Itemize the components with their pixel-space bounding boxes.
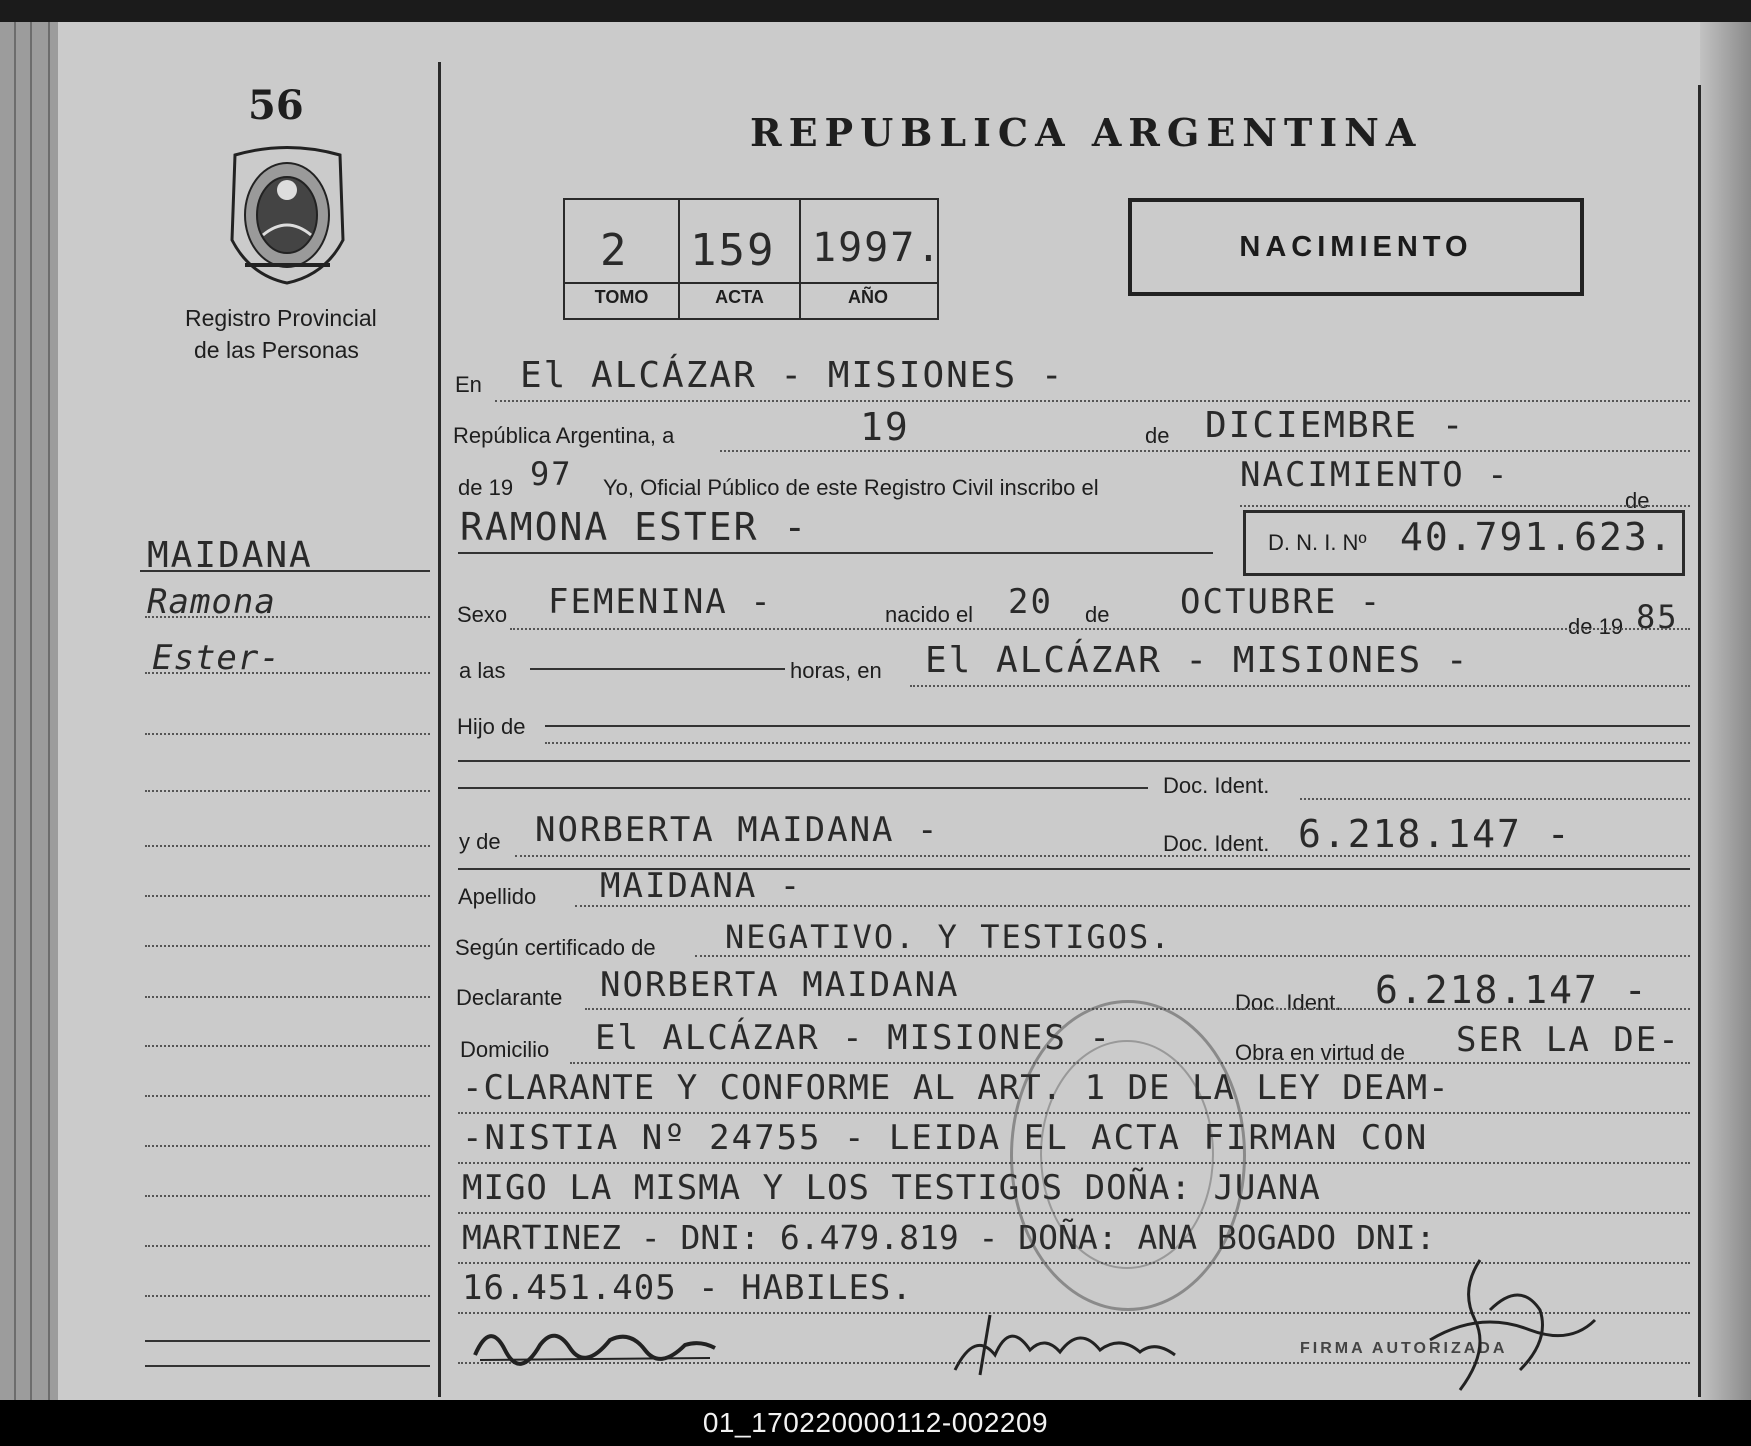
field-rule [515, 855, 1690, 857]
note-line-3: MIGO LA MISMA Y LOS TESTIGOS DOÑA: JUANA [462, 1168, 1321, 1208]
margin-underline [140, 570, 430, 572]
book-number: 56 [248, 82, 304, 129]
margin-rule [145, 672, 430, 674]
republica-label: República Argentina, a [453, 423, 675, 448]
firma-label: FIRMA AUTORIZADA [1300, 1340, 1508, 1357]
dni-value: 40.791.623. [1400, 515, 1674, 559]
birth-year-suffix: 85 [1636, 598, 1679, 636]
margin-rule [145, 1340, 430, 1342]
margin-rule [145, 996, 430, 998]
field-rule [530, 668, 785, 670]
acta-value: 159 [690, 225, 776, 276]
margin-rule [145, 1295, 430, 1297]
nacido-label: nacido el [885, 602, 974, 627]
birth-day: 20 [1008, 582, 1053, 622]
field-rule [495, 400, 1690, 402]
segun-label: Según certificado de [455, 935, 656, 960]
birth-place: El ALCÁZAR - MISIONES - [925, 640, 1470, 681]
mother-doc-label: Doc. Ident. [1163, 831, 1270, 856]
de-label-2: de [1625, 488, 1650, 513]
domicilio-label: Domicilio [460, 1037, 550, 1062]
country-title: REPUBLICA ARGENTINA [750, 110, 1423, 155]
margin-rule [145, 895, 430, 897]
margin-rule [145, 790, 430, 792]
inscribo-value: NACIMIENTO - [1240, 455, 1510, 495]
declarante-label: Declarante [456, 985, 563, 1010]
mother-name: NORBERTA MAIDANA - [535, 810, 940, 850]
margin-rule [145, 845, 430, 847]
book-spine-edge [0, 22, 58, 1400]
child-name: RAMONA ESTER - [460, 505, 809, 549]
field-rule [545, 725, 1690, 727]
yo-text: Yo, Oficial Público de este Registro Civil inscribo el [603, 475, 1099, 500]
declarante-doc: 6.218.147 - [1375, 968, 1649, 1012]
year-prefix: de 19 [458, 475, 514, 500]
margin-rule [145, 1145, 430, 1147]
field-rule [458, 760, 1690, 762]
right-border [1698, 85, 1701, 1397]
mother-doc: 6.218.147 - [1298, 812, 1572, 856]
margin-rule [145, 733, 430, 735]
apellido-value: MAIDANA - [600, 866, 803, 906]
a-las-label: a las [459, 658, 506, 683]
ano-value: 1997. [812, 225, 943, 271]
obra-label: Obra en virtud de [1235, 1040, 1405, 1065]
field-rule [910, 685, 1690, 687]
acta-label: ACTA [715, 287, 764, 307]
field-rule [458, 552, 1213, 554]
sexo-value: FEMENINA - [548, 582, 773, 622]
margin-first-name: Ramona [147, 582, 276, 622]
birth-month: OCTUBRE - [1180, 582, 1383, 622]
tomo-label: TOMO [594, 287, 649, 307]
provincial-seal-icon [225, 145, 350, 290]
field-rule [1300, 798, 1690, 800]
field-rule [695, 955, 1690, 957]
margin-rule [145, 1195, 430, 1197]
margin-surname: MAIDANA [147, 535, 313, 576]
segun-value: NEGATIVO. Y TESTIGOS. [725, 918, 1172, 956]
registry-stamp-inner [1040, 1040, 1214, 1269]
margin-rule [145, 1095, 430, 1097]
declarante-value: NORBERTA MAIDANA [600, 965, 960, 1005]
margin-rule [145, 945, 430, 947]
official-signature-icon [1420, 1250, 1600, 1405]
birth-year-prefix: de 19 [1568, 614, 1624, 639]
note-line-4: MARTINEZ - DNI: 6.479.819 - DOÑA: ANA BOGADO DNI: [462, 1218, 1436, 1257]
page-shadow [1700, 22, 1751, 1400]
note-line-2: -NISTIA Nº 24755 - LEIDA EL ACTA FIRMAN CON [462, 1118, 1429, 1158]
tomo-value: 2 [600, 225, 629, 276]
registry-line-2: de las Personas [194, 337, 359, 363]
ano-label: AÑO [848, 287, 888, 307]
de-label: de [1145, 423, 1170, 448]
father-doc-label: Doc. Ident. [1163, 773, 1270, 798]
field-rule [545, 742, 1690, 744]
hijo-label: Hijo de [457, 714, 526, 739]
year-suffix: 97 [530, 455, 573, 493]
field-rule [720, 450, 1690, 452]
y-de-label: y de [459, 829, 501, 854]
obra-value: SER LA DE- [1456, 1020, 1681, 1060]
grid-divider [563, 282, 937, 284]
field-rule [458, 787, 1148, 789]
en-value: El ALCÁZAR - MISIONES - [520, 355, 1065, 396]
domicilio-value: El ALCÁZAR - MISIONES - [595, 1018, 1112, 1058]
dni-label: D. N. I. Nº [1268, 530, 1367, 555]
footer-code: 01_170220000112-002209 [0, 1400, 1751, 1446]
field-rule [510, 628, 1690, 630]
sexo-label: Sexo [457, 602, 508, 627]
note-line-1: -CLARANTE Y CONFORME AL ART. 1 DE LA LEY DEAM- [462, 1068, 1450, 1108]
month-value: DICIEMBRE - [1205, 405, 1466, 446]
column-divider [438, 62, 441, 1397]
note-line-5: 16.451.405 - HABILES. [462, 1268, 913, 1308]
top-dark-strip [0, 0, 1751, 22]
apellido-label: Apellido [458, 884, 537, 909]
record-type-box: NACIMIENTO [1128, 198, 1584, 296]
margin-second-name: Ester- [152, 638, 281, 678]
en-label: En [455, 372, 482, 397]
horas-label: horas, en [790, 658, 882, 683]
field-rule [575, 905, 1690, 907]
declarante-doc-label: Doc. Ident. [1235, 990, 1342, 1015]
day-value: 19 [860, 405, 910, 449]
de-label-3: de [1085, 602, 1110, 627]
declarant-signature-icon [470, 1310, 720, 1375]
registry-line-1: Registro Provincial [185, 305, 377, 331]
margin-rule [145, 1045, 430, 1047]
margin-rule [145, 1365, 430, 1367]
witness-signature-icon [950, 1310, 1180, 1385]
margin-rule [145, 1245, 430, 1247]
field-rule [1240, 505, 1690, 507]
margin-rule [145, 616, 430, 618]
